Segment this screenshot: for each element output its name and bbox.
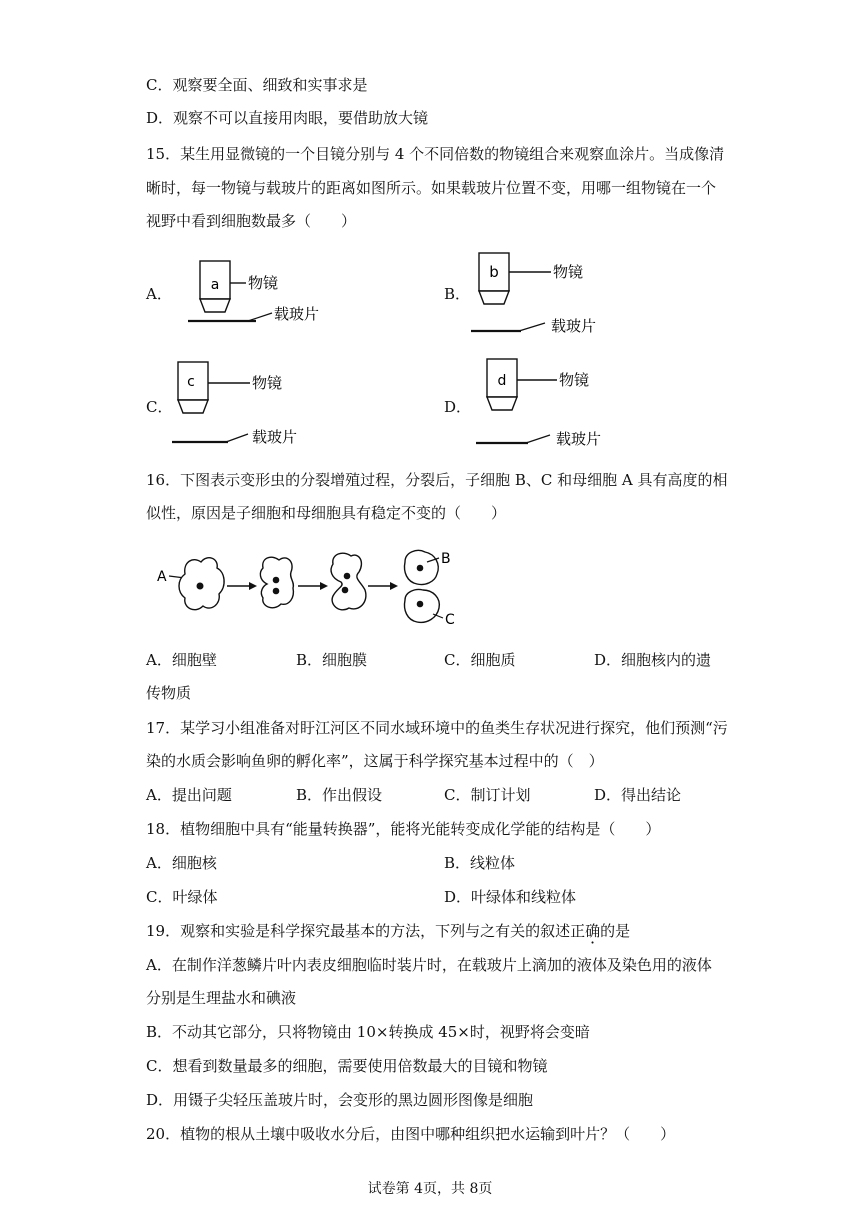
objective-label: 物镜: [252, 374, 283, 392]
label-b: B: [441, 551, 451, 567]
q16-option-d-continued: 传物质: [146, 684, 192, 702]
q17-option-a: A．提出问题: [146, 786, 232, 804]
q18-stem: 18．植物细胞中具有“能量转换器”，能将光能转变成化学能的结构是（ ）: [146, 820, 661, 838]
q15-stem-line1: 15．某生用显微镜的一个目镜分别与 4 个不同倍数的物镜组合来观察血涂片。当成像清: [146, 145, 725, 163]
q18-option-d: D．叶绿体和线粒体: [444, 888, 577, 906]
q20-stem: 20．植物的根从土壤中吸收水分后，由图中哪种组织把水运输到叶片？（ ）: [146, 1125, 676, 1143]
q15-option-a-key: A．: [146, 285, 172, 303]
objective-label: 物镜: [553, 263, 584, 281]
slide-label: 载玻片: [556, 430, 602, 448]
lens-letter: d: [497, 373, 507, 389]
q19-option-b: B．不动其它部分，只将物镜由 10×转换成 45×时，视野将会变暗: [146, 1023, 590, 1041]
q19-stem: [146, 920, 630, 941]
q16-option-d: D．细胞核内的遗: [594, 651, 712, 669]
q17-option-b: B．作出假设: [296, 786, 383, 804]
q15-lens-d-diagram: [470, 355, 640, 450]
q19-stem-pre: 19．观察和实验是科学探究最基本的方法，下列与之有关的叙述正: [146, 922, 586, 940]
q15-stem-line3: 视野中看到细胞数最多（ ）: [146, 212, 357, 230]
q15-option-c-key: C．: [146, 398, 173, 416]
q18-option-c: C．叶绿体: [146, 888, 218, 906]
q15-lens-b-diagram: [465, 247, 635, 337]
objective-label: 物镜: [559, 371, 590, 389]
q14-option-d: D．观察不可以直接用肉眼，要借助放大镜: [146, 109, 429, 127]
q16-stem-line1: 16．下图表示变形虫的分裂增殖过程，分裂后，子细胞 B、C 和母细胞 A 具有高度的相: [146, 471, 728, 489]
slide-label: 载玻片: [274, 305, 320, 323]
q16-option-c: C．细胞质: [444, 651, 516, 669]
q17-option-c: C．制订计划: [444, 786, 531, 804]
q15-option-b-key: B．: [444, 285, 471, 303]
q19-emphasis-dot-char: 确: [585, 922, 601, 940]
dividing-cell-stage3: [331, 553, 366, 610]
q19-option-a-line2: 分别是生理盐水和碘液: [146, 989, 297, 1007]
q18-option-a: A．细胞核: [146, 854, 217, 872]
q19-option-c: C．想看到数量最多的细胞，需要使用倍数最大的目镜和物镜: [146, 1057, 548, 1075]
lens-letter: c: [187, 374, 195, 390]
q19-option-a-line1: A．在制作洋葱鳞片叶内表皮细胞临时装片时，在载玻片上滴加的液体及染色用的液体: [146, 956, 712, 974]
q15-lens-a-diagram: [180, 255, 350, 330]
q18-option-b: B．线粒体: [444, 854, 516, 872]
q16-option-b: B．细胞膜: [296, 651, 368, 669]
amoeba-division-diagram: [155, 542, 465, 642]
label-c: C: [445, 612, 455, 628]
q19-option-d: D．用镊子尖轻压盖玻片时，会变形的黑边圆形图像是细胞: [146, 1091, 534, 1109]
page-footer: 试卷第 4页，共 8页: [367, 1181, 493, 1197]
q14-option-c: C．观察要全面、细致和实事求是: [146, 76, 368, 94]
q15-stem-line2: 晰时，每一物镜与载玻片的距离如图所示。如果载玻片位置不变，用哪一组物镜在一个: [146, 179, 717, 197]
objective-label: 物镜: [248, 274, 279, 292]
q17-stem-line1: 17．某学习小组准备对盱江河区不同水域环境中的鱼类生存状况进行探究，他们预测“污: [146, 719, 728, 737]
q16-option-a: A．细胞壁: [146, 651, 217, 669]
lens-letter: b: [489, 263, 499, 281]
q16-stem-line2: 似性，原因是子细胞和母细胞具有稳定不变的（ ）: [146, 504, 507, 522]
lens-letter: a: [210, 277, 220, 293]
q15-lens-c-diagram: [170, 358, 340, 450]
q17-stem-line2: 染的水质会影响鱼卵的孵化率”，这属于科学探究基本过程中的（ ）: [146, 752, 604, 770]
slide-label: 载玻片: [551, 317, 597, 335]
q17-option-d: D．得出结论: [594, 786, 682, 804]
slide-label: 载玻片: [252, 428, 298, 446]
q19-stem-post: 的是: [600, 922, 631, 940]
label-a: A: [157, 569, 167, 585]
q15-option-d-key: D．: [444, 398, 472, 416]
